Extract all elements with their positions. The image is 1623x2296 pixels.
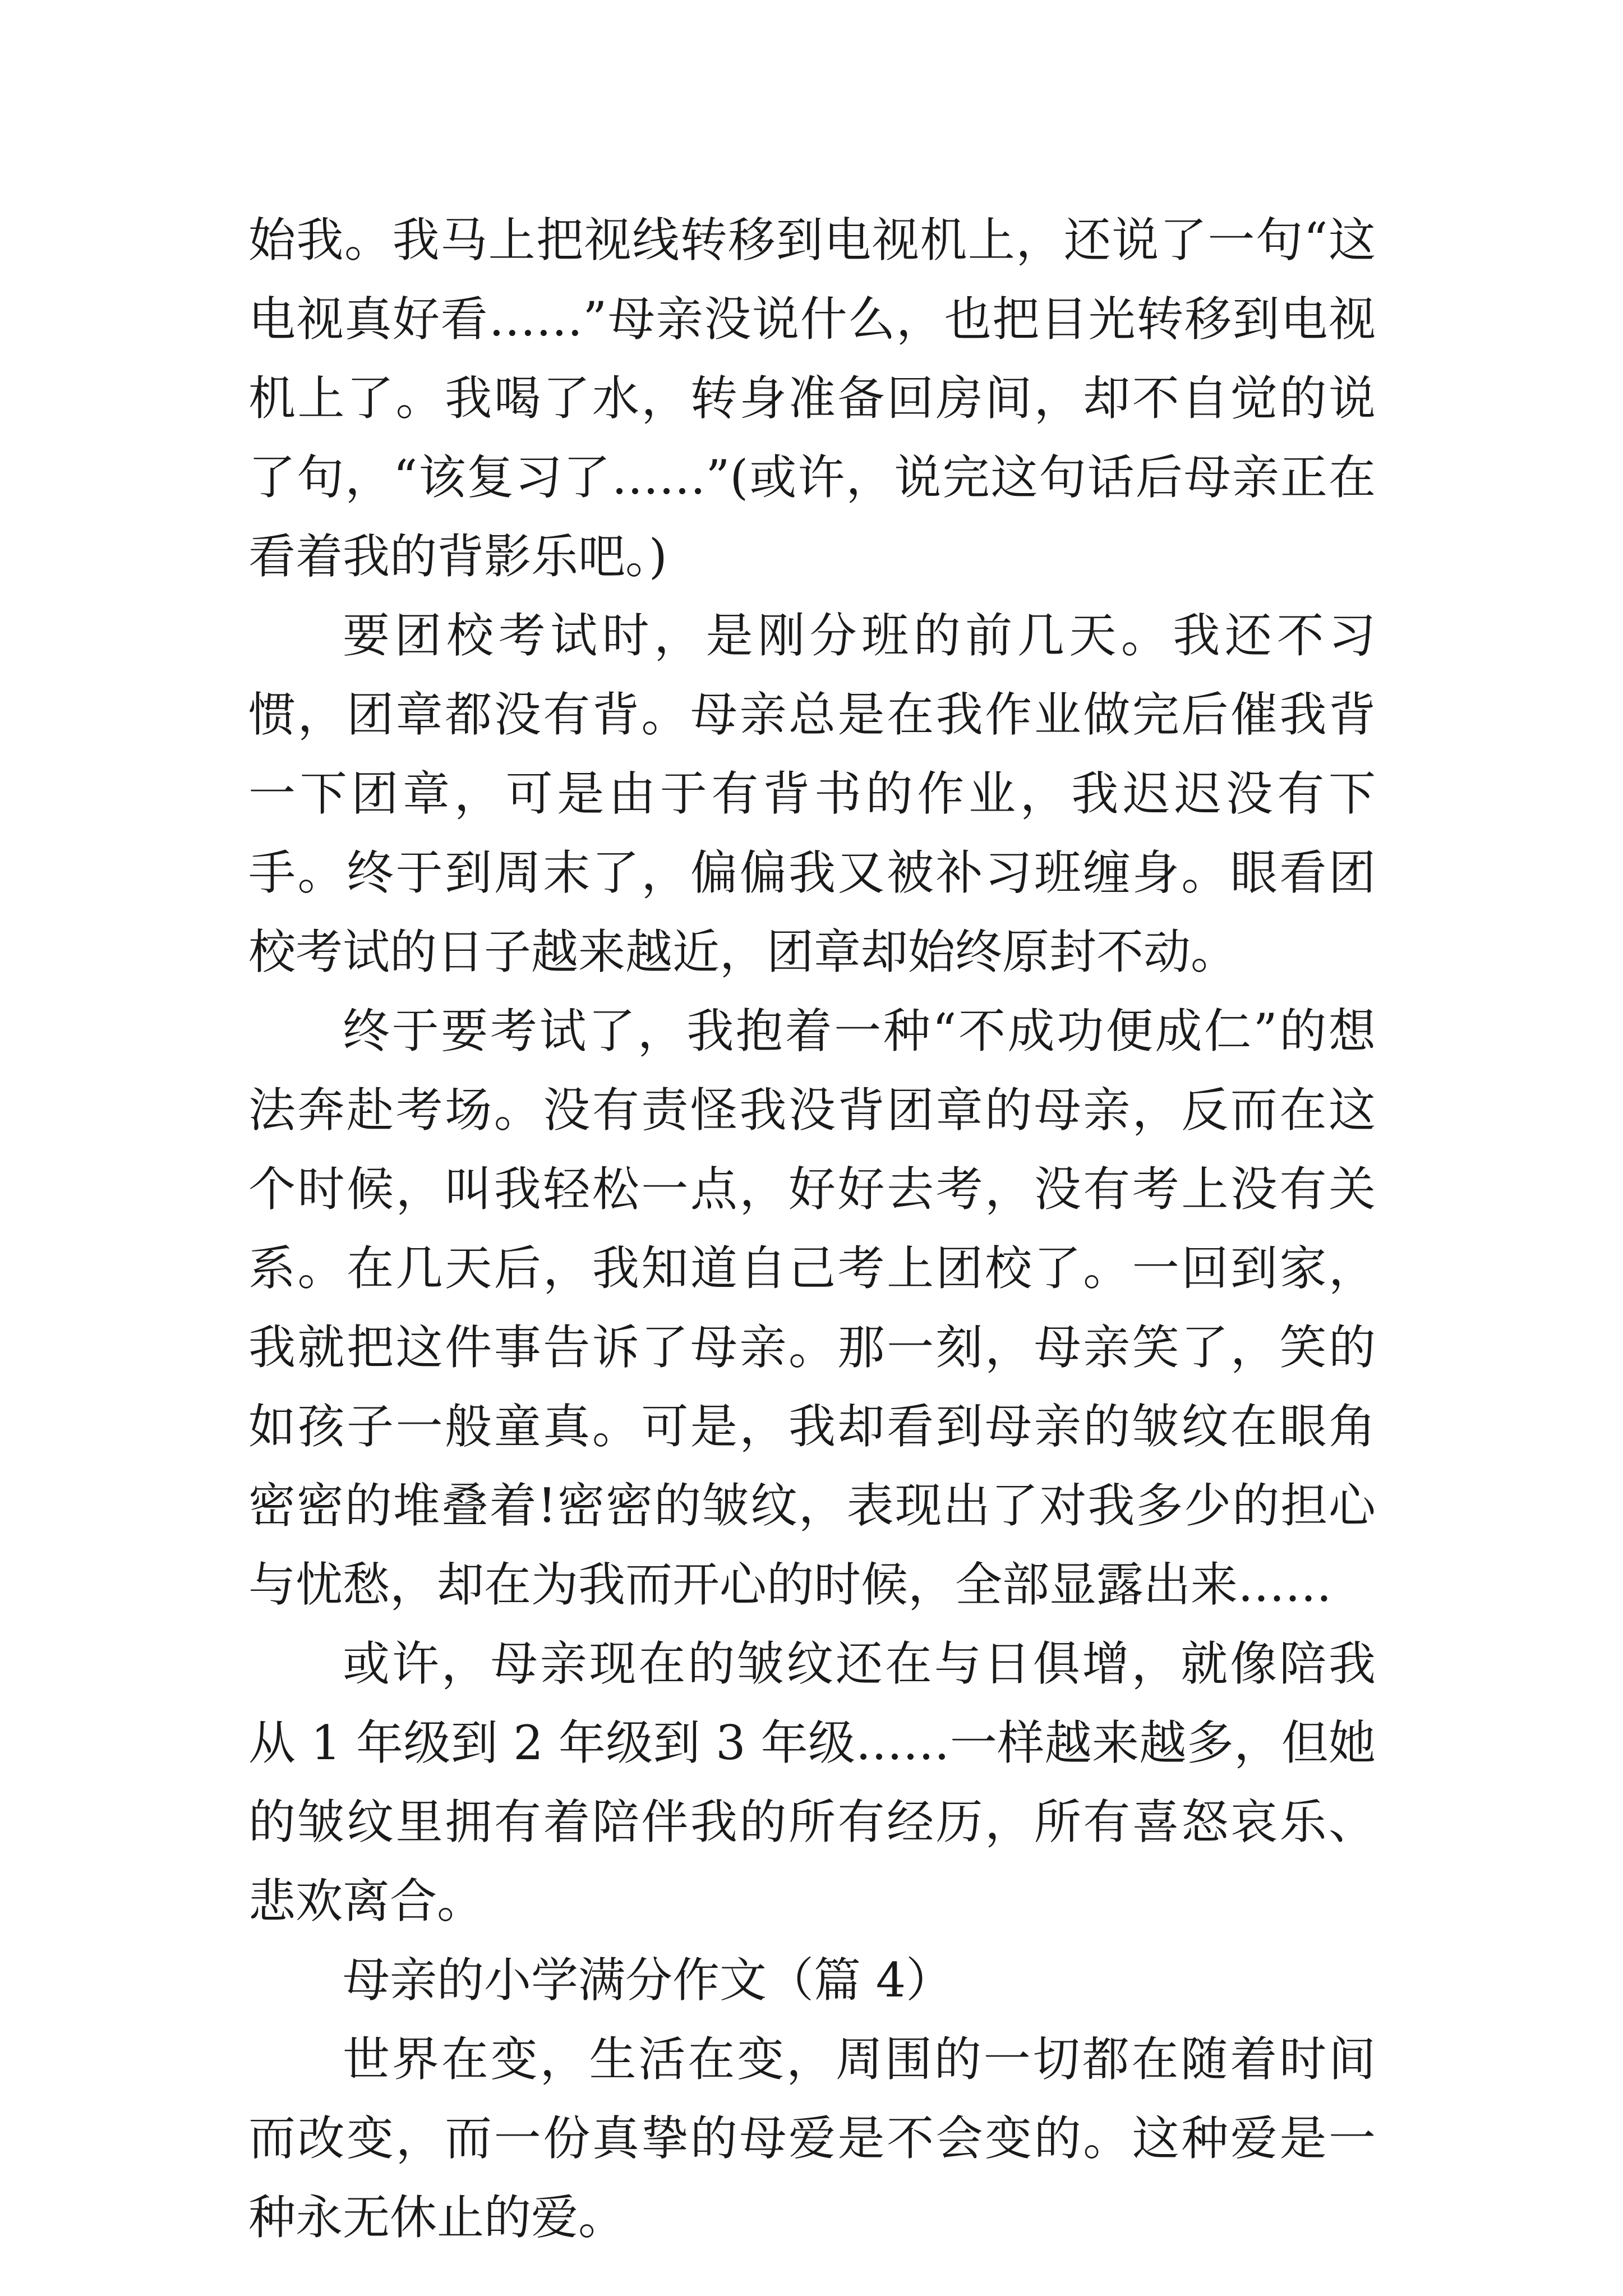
- paragraph-4: 或许，母亲现在的皱纹还在与日俱增，就像陪我从 1 年级到 2 年级到 3 年级……一样越来越多，但她的皱纹里拥有着陪伴我的所有经历，所有喜怒哀乐、悲欢离合。: [248, 1636, 1376, 1929]
- document-body: [248, 201, 1376, 2257]
- section-heading: 母亲的小学满分作文（篇 4）: [343, 1953, 953, 2008]
- paragraph-2: 要团校考试时，是刚分班的前几天。我还不习惯，团章都没有背。母亲总是在我作业做完后催我背一下团章，可是由于有背书的作业，我迟迟没有下手。终于到周末了，偏偏我又被补习班缠身。眼看团校考试的日子越来越近，团章却始终原封不动。: [248, 608, 1376, 979]
- paragraph-1: 始我。我马上把视线转移到电视机上，还说了一句“这电视真好看……”母亲没说什么，也把目光转移到电视机上了。我喝了水，转身准备回房间，却不自觉的说了句，“该复习了……”(或许，说完这句话后母亲正在看着我的背影乐吧。): [248, 213, 1376, 584]
- paragraph-3: 终于要考试了，我抱着一种“不成功便成仁”的想法奔赴考场。没有责怪我没背团章的母亲，反而在这个时候，叫我轻松一点，好好去考，没有考上没有关系。在几天后，我知道自己考上团校了。一回到家，我就把这件事告诉了母亲。那一刻，母亲笑了，笑的如孩子一般童真。可是，我却看到母亲的皱纹在眼角密密的堆叠着!密密的皱纹，表现出了对我多少的担心与忧愁，却在为我而开心的时候，全部显露出来……: [248, 1004, 1376, 1612]
- paragraph-5: 世界在变，生活在变，周围的一切都在随着时间而改变，而一份真挚的母爱是不会变的。这种爱是一种永无休止的爱。: [248, 2032, 1376, 2245]
